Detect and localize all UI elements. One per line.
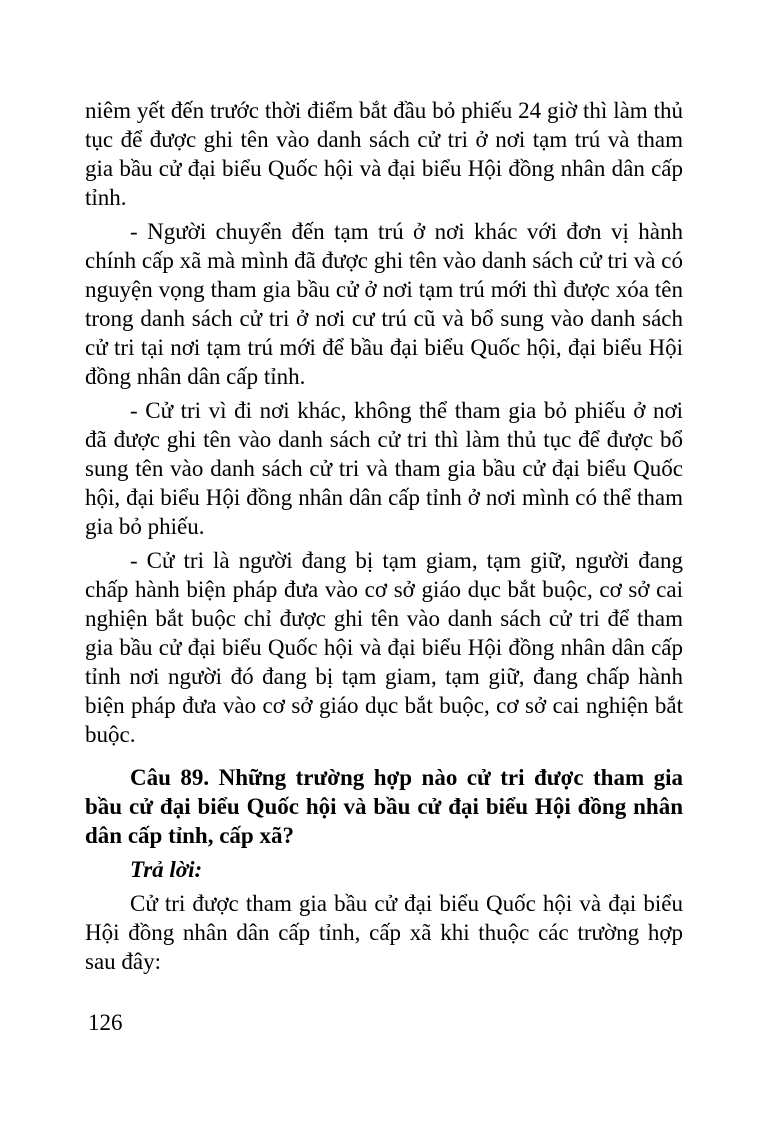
continuation-paragraph: niêm yết đến trước thời điểm bắt đầu bỏ phiếu 24 giờ thì làm thủ tục để được ghi tên vào danh sách cử tri ở nơi tạm trú và tham gia bầu cử đại biểu Quốc hội và đại biểu Hội đồng nhân dân cấp tỉnh.: [85, 98, 683, 210]
bullet-paragraph: - Người chuyển đến tạm trú ở nơi khác với đơn vị hành chính cấp xã mà mình đã được ghi tên vào danh sách cử tri và có nguyện vọng tham gia bầu cử ở nơi tạm trú mới thì được xóa tên trong danh sách cử tri ở nơi cư trú cũ và bổ sung vào danh sách cử tri tại nơi tạm trú mới để bầu đại biểu Quốc hội, đại biểu Hội đồng nhân dân cấp tỉnh.: [85, 219, 683, 389]
bullet-paragraph: - Cử tri vì đi nơi khác, không thể tham gia bỏ phiếu ở nơi đã được ghi tên vào danh sách cử tri thì làm thủ tục để được bổ sung tên vào danh sách cử tri và tham gia bầu cử đại biểu Quốc hội, đại biểu Hội đồng nhân dân cấp tỉnh ở nơi mình có thể tham gia bỏ phiếu.: [85, 398, 683, 539]
page-number: 126: [88, 1010, 123, 1035]
answer-intro-paragraph: Cử tri được tham gia bầu cử đại biểu Quốc hội và đại biểu Hội đồng nhân dân cấp tỉnh, cấp xã khi thuộc các trường hợp sau đây:: [85, 891, 683, 974]
question-heading: Câu 89. Những trường hợp nào cử tri được tham gia bầu cử đại biểu Quốc hội và bầu cử đại biểu Hội đồng nhân dân cấp tỉnh, cấp xã?: [85, 765, 683, 848]
bullet-paragraph: - Cử tri là người đang bị tạm giam, tạm giữ, người đang chấp hành biện pháp đưa vào cơ sở giáo dục bắt buộc, cơ sở cai nghiện bắt buộc chỉ được ghi tên vào danh sách cử tri để tham gia bầu cử đại biểu Quốc hội và đại biểu Hội đồng nhân dân cấp tỉnh nơi người đó đang bị tạm giam, tạm giữ, đang chấp hành biện pháp đưa vào cơ sở giáo dục bắt buộc, cơ sở cai nghiện bắt buộc.: [85, 548, 683, 747]
answer-label: Trả lời:: [130, 857, 203, 882]
page-content: [85, 96, 683, 981]
